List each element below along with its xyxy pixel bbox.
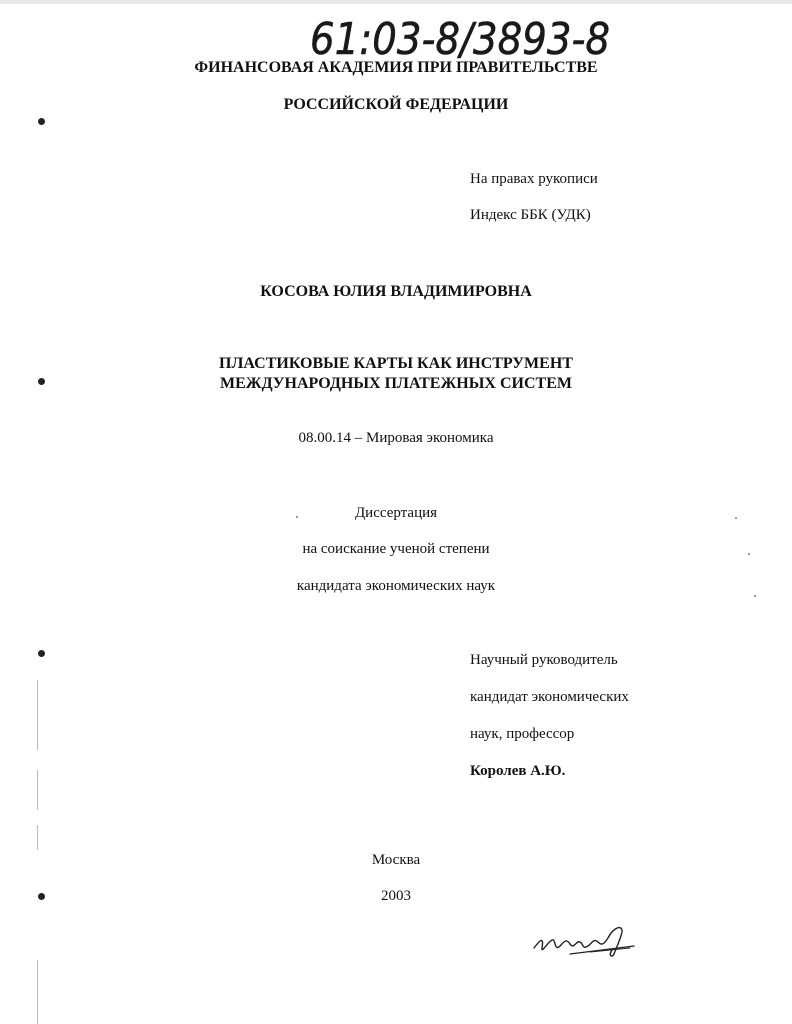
dissertation-line-2: на соискание ученой степени [302,541,490,557]
punch-dot [38,378,45,385]
supervisor-name: Королев А.Ю. [470,763,566,779]
margin-line [37,825,38,850]
supervisor-line-2: кандидат экономических [470,689,629,705]
margin-line [37,680,38,750]
header-line-2: РОССИЙСКОЙ ФЕДЕРАЦИИ [283,96,509,113]
svg-text:61:03-8/3893-8: 61:03-8/3893-8 [310,14,610,65]
dissertation-line-1: Диссертация [354,505,438,521]
scan-speck [754,595,756,597]
dissertation-line-3: кандидата экономических наук [296,578,496,594]
punch-dot [38,118,45,125]
supervisor-line-3: наук, профессор [470,726,575,742]
city: Москва [371,852,421,868]
signature [530,918,640,962]
header-line-1: ФИНАНСОВАЯ АКАДЕМИЯ ПРИ ПРАВИТЕЛЬСТВЕ [194,59,598,76]
margin-line [37,960,38,1024]
scan-top-edge [0,0,792,4]
punch-dot [38,650,45,657]
year: 2003 [381,888,411,904]
bbk-index: Индекс ББК (УДК) [470,207,591,223]
scan-speck [735,517,737,519]
margin-line [37,770,38,810]
supervisor-line-1: Научный руководитель [470,652,618,668]
title-line-1: ПЛАСТИКОВЫЕ КАРТЫ КАК ИНСТРУМЕНТ [219,355,573,372]
scan-speck [296,516,298,518]
manuscript-rights: На правах рукописи [470,171,598,187]
punch-dot [38,893,45,900]
title-line-2: МЕЖДУНАРОДНЫХ ПЛАТЕЖНЫХ СИСТЕМ [220,375,572,392]
author-name: КОСОВА ЮЛИЯ ВЛАДИМИРОВНА [260,283,532,300]
specialty: 08.00.14 – Мировая экономика [298,430,494,446]
scan-speck [748,553,750,555]
